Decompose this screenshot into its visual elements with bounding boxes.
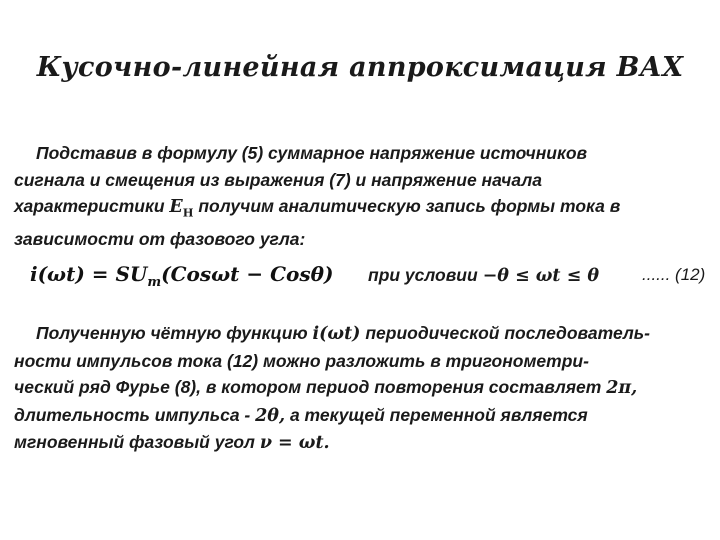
slide-title: Кусочно-линейная аппроксимация ВАХ bbox=[36, 52, 684, 83]
phase-angle-symbol: ν = ωt. bbox=[259, 433, 330, 453]
pulse-width-symbol: 2θ, bbox=[255, 405, 286, 426]
paragraph-1-line-1: Подставив в формулу (5) суммарное напряжение источников bbox=[36, 143, 588, 163]
paragraph-1-line-3-post: получим аналитическую запись формы тока в bbox=[198, 196, 621, 216]
voltage-symbol-letter: E bbox=[169, 197, 183, 217]
paragraph-2-line-4-pre: длительность импульса - bbox=[14, 404, 251, 425]
paragraph-1-line-3 bbox=[14, 193, 708, 226]
voltage-symbol bbox=[169, 197, 194, 220]
equation-number: ...... (12) bbox=[642, 265, 706, 284]
formula-line bbox=[30, 262, 720, 294]
paragraph-2-line-1-post: периодической последователь- bbox=[365, 323, 650, 343]
formula-condition bbox=[368, 265, 599, 286]
formula-subscript: m bbox=[147, 275, 162, 290]
current-symbol: i(ωt) bbox=[312, 324, 361, 344]
formula-tail: (Cosωt − Cosθ) bbox=[161, 262, 334, 286]
paragraph-2-line-4 bbox=[14, 402, 708, 430]
current-formula bbox=[30, 262, 333, 290]
paragraph-1 bbox=[14, 140, 708, 253]
paragraph-2-line-4-post: а текущей переменной является bbox=[289, 404, 588, 425]
paragraph-2-line-3 bbox=[14, 374, 708, 402]
paragraph-1-line-3-pre: характеристики bbox=[14, 196, 165, 216]
condition-label: при условии bbox=[368, 265, 478, 285]
paragraph-2-line-5-pre: мгновенный фазовый угол bbox=[14, 432, 255, 452]
paragraph-2-line-2: ности импульсов тока (12) можно разложить в тригонометри- bbox=[14, 350, 589, 371]
paragraph-1-line-2: сигнала и смещения из выражения (7) и напряжение начала bbox=[14, 169, 542, 190]
condition-expression: −θ ≤ ωt ≤ θ bbox=[482, 266, 600, 286]
formula-expression: i(ωt) = SU bbox=[30, 262, 148, 286]
voltage-symbol-subscript: Н bbox=[182, 205, 194, 220]
paragraph-2 bbox=[14, 320, 708, 457]
paragraph-2-line-5 bbox=[14, 429, 708, 457]
paragraph-2-line-3-pre: ческий ряд Фурье (8), в котором период повторения составляет bbox=[14, 377, 602, 397]
period-symbol: 2π, bbox=[606, 378, 638, 398]
paragraph-2-line-1 bbox=[14, 320, 708, 348]
paragraph-1-line-4: зависимости от фазового угла: bbox=[14, 229, 306, 249]
paragraph-2-line-1-pre: Полученную чётную функцию bbox=[36, 323, 308, 343]
